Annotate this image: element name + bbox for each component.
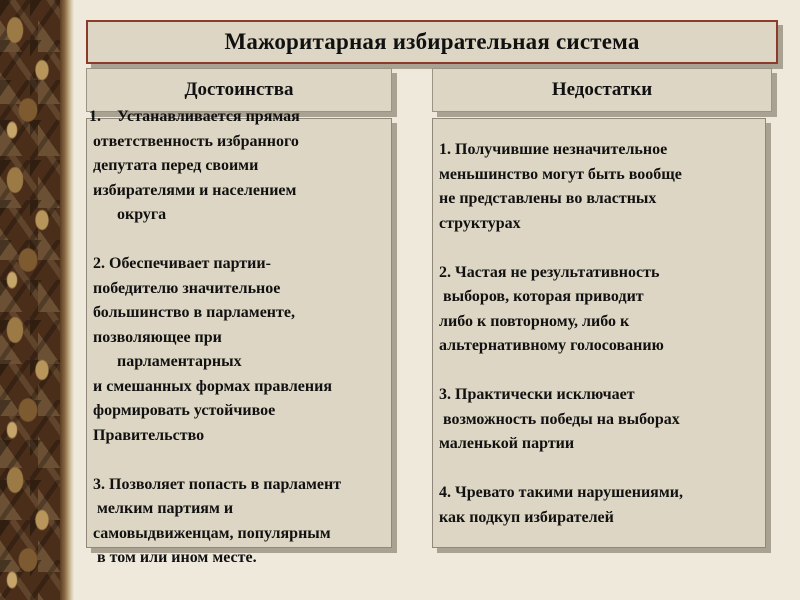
slide-title-box (86, 20, 778, 64)
disadvantages-header: Недостатки (551, 79, 653, 100)
advantages-header: Достоинства (184, 79, 294, 100)
decorative-border-strip (0, 0, 60, 600)
decorative-border-edge (60, 0, 74, 600)
disadvantages-header-box (432, 68, 772, 112)
disadvantages-list: 1. Получившие незначительное меньшинство могут быть вообще не представлены во властных структурах 2. Частая не результативность выборов, которая приводит либо к повторному, либо к альтернативному голосованию 3. Практически исключает возможность победы на выборах маленькой партии 4. Чревато такими нарушениями, как подкуп избирателей (439, 141, 683, 526)
slide-title: Мажоритарная избирательная система (224, 29, 640, 54)
advantages-list: 1. Устанавливается прямая ответственность избранного депутата перед своими избирателями и населением округа 2. Обеспечивает партии- победителю значительное большинство в парламенте, позволяющее при парламентарных и смешанных формах правления формировать устойчивое Правительство 3. Позволяет попасть в парламент мелким партиям и самовыдвиженцам, популярным в том или ином месте. (89, 108, 342, 566)
